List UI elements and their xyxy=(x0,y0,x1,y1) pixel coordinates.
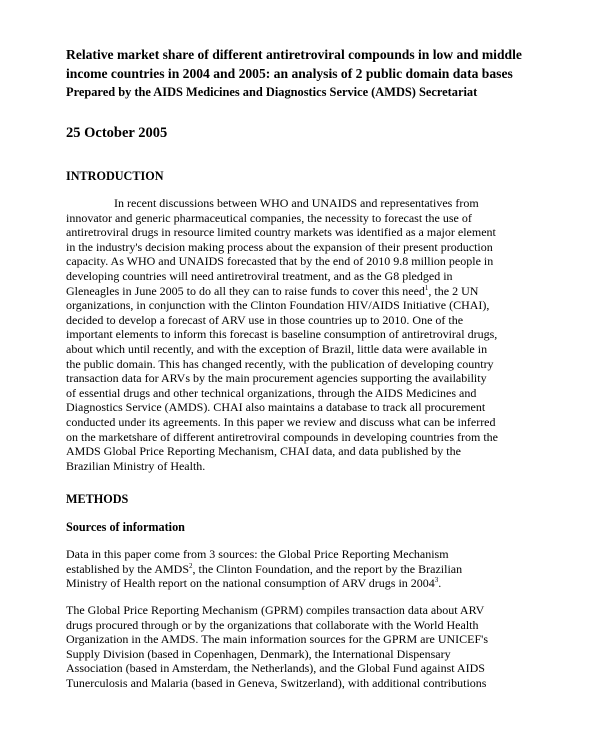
sources-line-part: Ministry of Health report on the national consumption of ARV drugs in 2004 xyxy=(66,576,435,591)
sources-line-with-footnote xyxy=(66,576,556,591)
gprm-line: Supply Division (based in Copenhagen, Denmark), the International Dispensary xyxy=(66,646,451,661)
intro-line: AMDS Global Price Reporting Mechanism, CHAI data, and data published by the xyxy=(66,444,461,459)
intro-line: on the marketshare of different antiretroviral compounds in developing countries from the xyxy=(66,429,498,444)
intro-line: antiretroviral drugs in resource limited country markets was identified as a major element xyxy=(66,225,496,240)
intro-line-part: , the 2 UN xyxy=(428,283,479,298)
intro-line: developing countries will need antiretroviral treatment, and as the G8 pledged in xyxy=(66,268,453,283)
intro-line: in the industry's decision making process about the expansion of their present production xyxy=(66,239,493,254)
intro-line: Diagnostics Service (AMDS). CHAI also maintains a database to track all procurement xyxy=(66,400,486,415)
intro-line: transaction data for ARVs by the main procurement agencies supporting the availability xyxy=(66,371,487,386)
gprm-line: drugs procured through or by the organizations that collaborate with the World Health xyxy=(66,617,479,632)
intro-line: about which until recently, and with the exception of Brazil, little data were available in xyxy=(66,341,488,356)
methods-heading: METHODS xyxy=(66,492,129,507)
prepared-by-line: Prepared by the AIDS Medicines and Diagnostics Service (AMDS) Secretariat xyxy=(66,85,478,99)
sources-line-part: . xyxy=(438,576,442,591)
sources-paragraph xyxy=(66,547,556,591)
intro-line: In recent discussions between WHO and UNAIDS and representatives from xyxy=(114,196,479,210)
sources-line-with-footnote xyxy=(66,562,556,577)
document-date: 25 October 2005 xyxy=(66,125,168,141)
intro-line: capacity. As WHO and UNAIDS forecasted that by the end of 2010 9.8 million people in xyxy=(66,254,494,269)
intro-line-with-footnote xyxy=(66,284,556,299)
footnote-marker[interactable]: 2 xyxy=(189,561,193,570)
intro-line: innovator and generic pharmaceutical companies, the necessity to forecast the use of xyxy=(66,210,472,225)
gprm-line: Association (based in Amsterdam, the Netherlands), and the Global Fund against AIDS xyxy=(66,661,485,676)
introduction-paragraph xyxy=(66,196,556,473)
intro-line-part: Gleneagles in June 2005 to do all they can to raise funds to cover this need xyxy=(66,283,425,298)
intro-line: of essential drugs and other technical organizations, through the AIDS Medicines and xyxy=(66,385,477,400)
document-page xyxy=(66,46,556,691)
footnote-marker[interactable]: 3 xyxy=(434,576,439,585)
sources-line-part: , the Clinton Foundation, and the report by the Brazilian xyxy=(192,561,463,576)
intro-line: decided to develop a forecast of ARV use in those countries up to 2010. One of the xyxy=(66,312,464,327)
gprm-line: Organization in the AMDS. The main information sources for the GPRM are UNICEF's xyxy=(66,632,488,647)
sources-heading: Sources of information xyxy=(66,520,185,535)
intro-line: conducted under its agreements. In this paper we review and discuss what can be inferred xyxy=(66,414,496,429)
gprm-line: The Global Price Reporting Mechanism (GPRM) compiles transaction data about ARV xyxy=(66,603,485,618)
intro-line: important elements to inform this forecast is baseline consumption of antiretroviral drugs, xyxy=(66,327,498,342)
intro-line: organizations, in conjunction with the Clinton Foundation HIV/AIDS Initiative (CHAI), xyxy=(66,298,490,313)
sources-line-part: established by the AMDS xyxy=(66,561,189,576)
intro-line: Brazilian Ministry of Health. xyxy=(66,458,206,473)
sources-line: Data in this paper come from 3 sources: the Global Price Reporting Mechanism xyxy=(66,547,449,562)
footnote-marker[interactable]: 1 xyxy=(424,283,429,292)
gprm-line: Tunerculosis and Malaria (based in Geneva, Switzerland), with additional contributions xyxy=(66,676,487,691)
document-title: Relative market share of different antiretroviral compounds in low and middle income countries in 2004 and 2005: an analysis of 2 public domain data bases xyxy=(66,47,522,81)
gprm-paragraph xyxy=(66,603,556,691)
intro-line: the public domain. This has changed recently, with the publication of developing country xyxy=(66,356,494,371)
introduction-heading: INTRODUCTION xyxy=(66,169,164,183)
